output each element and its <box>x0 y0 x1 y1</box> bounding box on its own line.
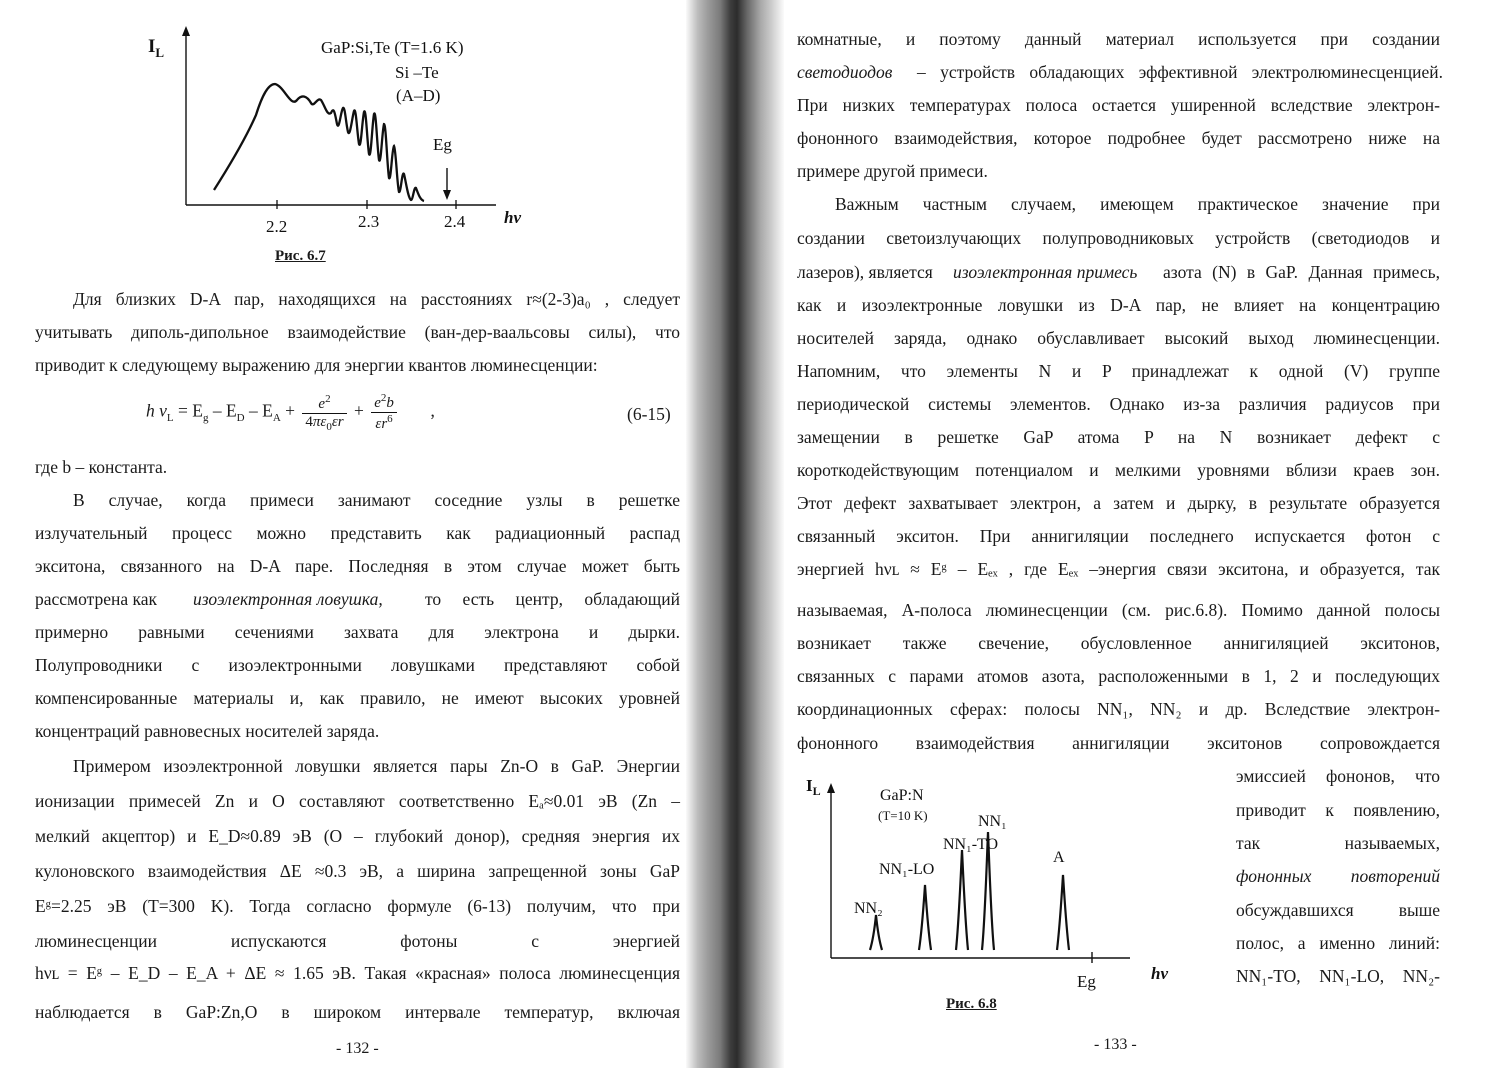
fig67-y-label: $I_L$ <box>148 36 165 60</box>
text-line: короткодействующим потенциалом и мелкими уровнями вблизи краев зон. <box>797 460 1440 480</box>
text-line: периодической системы элементов. Однако из-за различия радиусов при <box>797 394 1440 414</box>
text-line: рассмотрена как <box>35 589 158 609</box>
text-line: как и изоэлектронные ловушки из D-A пар, не влияет на концентрацию <box>797 295 1440 315</box>
text-line: Для близких D-A пар, находящихся на расстояниях r≈(2-3)a₀ , следует <box>73 289 680 309</box>
text-line: координационных сферах: полосы NN₁, NN₂ и др. Вследствие электрон- <box>797 699 1440 719</box>
x-tick-label-2-2: 2.2 <box>266 217 288 236</box>
text-line: возникает также свечение, обусловленное аннигиляцией экситонов, <box>797 633 1440 653</box>
fig67-label-a-d: (A–D) <box>396 86 441 105</box>
text-line: замещении в решетке GaP атома P на N возникает дефект с <box>797 427 1440 447</box>
text-line: – устройств обладающих эффективной электролюминесценцией. <box>917 62 1443 82</box>
text-line: При низких температурах полоса остается уширенной вследствие электрон- <box>797 95 1440 115</box>
eg-arrow-head <box>443 190 451 200</box>
text-line: фононного взаимодействия, которое подробнее будет рассмотрено ниже на <box>797 128 1440 148</box>
text-line: примерно равными сечениями захвата для электрона и дырки. <box>35 622 680 642</box>
text-line: приводит к следующему выражению для энергии квантов люминесценции: <box>35 355 598 375</box>
text-line: лазеров), является <box>797 262 933 282</box>
label-nn2: NN₂ <box>854 900 883 917</box>
fig68-caption: Рис. 6.8 <box>946 996 997 1012</box>
equation-fraction-coulomb: $\frac{e^2}{4\pi\varepsilon_0\varepsilon r}$ <box>302 393 346 433</box>
label-nn1-to: NN₁-TO <box>943 836 999 853</box>
equation-6-15: h $\nu_L = E_g - E_D - E_A$ + $\frac{e^2}{4\pi\varepsilon_0\varepsilon r}$ + $\frac{e^2b}{\varepsilon r^6}$ , <box>146 392 435 433</box>
text-line: Этот дефект захватывает электрон, а затем и дырку, в результате образуется <box>797 493 1440 513</box>
text-line: Полупроводники с изоэлектронными ловушками представляют собой <box>35 655 680 675</box>
text-line: излучательный процесс можно представить как радиационный распад <box>35 523 680 543</box>
text-line: мелкий акцептор) и E_D≈0.89 эВ (O – глубокий донор), средняя энергия их <box>35 826 680 846</box>
text-line-narrow: эмиссией фононов, что <box>1236 766 1440 786</box>
text-line: связанный экситон. При аннигиляции последнего испускается фотон с <box>797 526 1440 546</box>
text-line: Примером изоэлектронной ловушки является пары Zn-O в GaP. Энергии <box>73 756 680 776</box>
text-line: hνʟ = Eᵍ – E_D – E_A + ΔE ≈ 1.65 эВ. Такая «красная» полоса люминесценция <box>35 963 680 983</box>
text-line: концентраций равновесных носителей заряда. <box>35 721 380 741</box>
text-line: носителей заряда, однако обуславливает высокий выход люминесценции. <box>797 328 1440 348</box>
text-line: создании светоизлучающих полупроводниковых устройств (светодиодов и <box>797 228 1440 248</box>
figure-6-7-spectrum <box>130 20 530 245</box>
text-line-narrow: так называемых, <box>1236 833 1440 853</box>
label-a: A <box>1053 849 1065 866</box>
text-italic-term: изоэлектронная примесь <box>953 262 1138 282</box>
text-line-narrow: приводит к появлению, <box>1236 800 1440 820</box>
text-line: экситона, связанного на D-A паре. Последняя в этом случае может быть <box>35 556 680 576</box>
page-number-right: - 133 - <box>1094 1036 1137 1053</box>
text-line-narrow: NN₁-TO, NN₁-LO, NN₂- <box>1236 966 1440 986</box>
fig68-eg-label: Eg <box>1077 972 1096 991</box>
text-line-narrow: обсуждавшихся выше <box>1236 900 1440 920</box>
text-line: где b – константа. <box>35 457 168 477</box>
fig68-temp: (T=10 K) <box>878 808 928 823</box>
peak-nn2 <box>870 915 882 950</box>
figure-6-8-spectrum <box>800 770 1180 995</box>
peak-a <box>1057 875 1069 950</box>
y-axis-arrow <box>182 26 190 36</box>
peak-nn1-lo <box>919 885 931 950</box>
text-line: кулоновского взаимодействия ΔE ≈0.3 эВ, а ширина запрещенной зоны GaP <box>35 861 680 881</box>
text-line: Важным частным случаем, имеющем практическое значение при <box>835 194 1440 214</box>
equation-number: (6-15) <box>627 404 671 424</box>
label-nn1: NN₁ <box>978 813 1007 830</box>
fig68-y-label: $I_L$ <box>806 776 821 798</box>
text-line: азота (N) в GaP. Данная примесь, <box>1163 262 1440 282</box>
fig68-x-label: hν <box>1151 964 1168 983</box>
text-line: то есть центр, обладающий <box>425 589 680 609</box>
text-line: Напомним, что элементы N и P принадлежат к одной (V) группе <box>797 361 1440 381</box>
text-italic-term: светодиодов <box>797 62 893 82</box>
x-tick-label-2-3: 2.3 <box>358 212 380 231</box>
text-line: учитывать диполь-дипольное взаимодействие (ван-дер-ваальсовы силы), что <box>35 322 680 342</box>
text-line: комнатные, и поэтому данный материал используется при создании <box>797 29 1440 49</box>
fig67-x-label: hν <box>504 208 521 227</box>
text-line: связанных с парами атомов азота, расположенными в 1, 2 и последующих <box>797 666 1440 686</box>
text-line: ионизации примесей Zn и O составляют соответственно Eₐ≈0.01 эВ (Zn – <box>35 791 680 811</box>
x-tick-label-2-4: 2.4 <box>444 212 466 231</box>
text-line: Eᵍ=2.25 эВ (T=300 K). Тогда согласно формуле (6-13) получим, что при <box>35 896 680 916</box>
text-line: фононного взаимодействия аннигиляции экситонов сопровождается <box>797 733 1440 753</box>
text-line: наблюдается в GaP:Zn,O в широком интервале температур, включая <box>35 1002 680 1022</box>
text-line: В случае, когда примеси занимают соседние узлы в решетке <box>73 490 680 510</box>
text-italic-term: фононных повторений <box>1236 866 1440 886</box>
text-line: люминесценции испускаются фотоны с энергией <box>35 931 680 951</box>
fig67-caption: Рис. 6.7 <box>275 248 326 264</box>
label-nn1-lo: NN₁-LO <box>879 861 935 878</box>
page-number-left: - 132 - <box>336 1040 379 1057</box>
peak-nn1-to <box>956 850 968 950</box>
fig67-title: GaP:Si,Te (T=1.6 K) <box>321 38 464 57</box>
text-line: энергией hνʟ ≈ Eᵍ – Eₑₓ , где Eₑₓ –энергия связи экситона, и образуется, так <box>797 559 1440 579</box>
text-italic-term: изоэлектронная ловушка, <box>193 589 383 609</box>
fig67-eg-label: Eg <box>433 135 452 154</box>
book-spine-gutter <box>686 0 784 1068</box>
y-axis-arrow <box>827 783 835 793</box>
equation-fraction-vdw: $\frac{e^2b}{\varepsilon r^6}$ <box>371 392 397 433</box>
text-line: примере другой примеси. <box>797 161 988 181</box>
fig68-title: GaP:N <box>880 787 924 804</box>
text-line: компенсированные материалы и, как правило, не имеют высоких уровней <box>35 688 680 708</box>
fig67-label-si-te: Si –Te <box>395 63 439 82</box>
text-line-narrow: полос, а именно линий: <box>1236 933 1440 953</box>
spectrum-curve <box>214 84 424 201</box>
text-line: называемая, А-полоса люминесценции (см. рис.6.8). Помимо данной полосы <box>797 600 1440 620</box>
